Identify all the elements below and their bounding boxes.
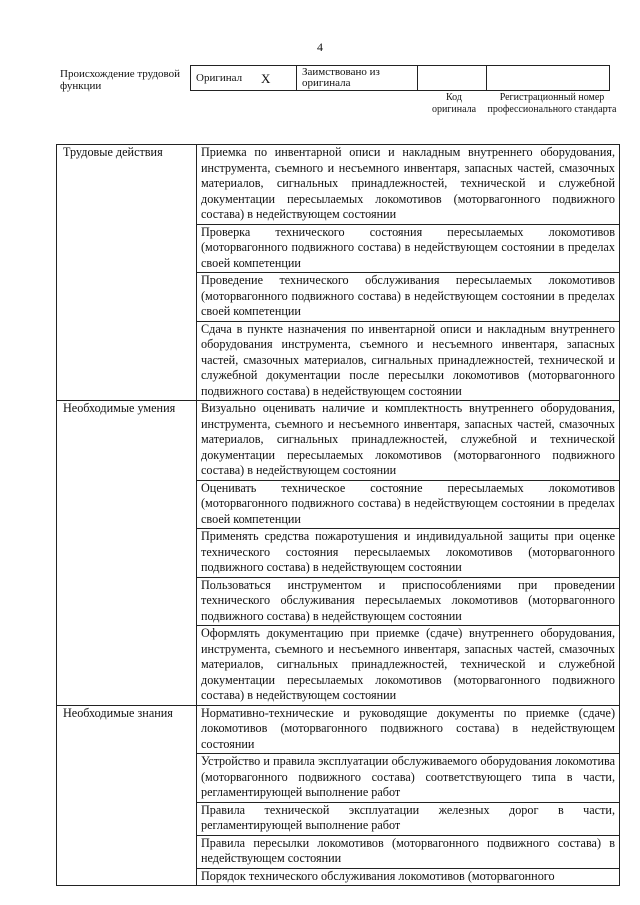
original-code-cell [418,66,487,91]
original-mark: X [256,66,297,91]
functions-table [56,144,620,886]
reg-number-cell [487,66,610,91]
table-cell: Применять средства пожаротушения и индивидуальной защиты при оценке технического состояния пересылаемых локомотивов (моторвагонного подвижного состава) в недействующем состоянии [197,529,620,578]
borrowed-label: Заимствовано из оригинала [297,66,418,91]
table-cell: Приемка по инвентарной описи и накладным внутреннего оборудования, инструмента, съемного и несъемного инвентаря, запасных частей, смазочных материалов, сигнальных принадлежностей, технической и служебной документации пересылаемых локомотивов (моторвагонного подвижного состава) в недействующем состоянии [197,145,620,225]
table-cell: Правила пересылки локомотивов (моторвагонного подвижного состава) в недействующем состоянии [197,835,620,868]
section-title-actions: Трудовые действия [57,145,197,401]
table-cell: Визуально оценивать наличие и комплектность внутреннего оборудования, инструмента, съемного и несъемного инвентаря, запасных частей, смазочных материалов, сигнальных принадлежностей, служебной и технической документации пересылаемых локомотивов (моторвагонного подвижного состава) в недействующем состоянии [197,401,620,481]
code-caption: Код оригинала [431,92,477,115]
origin-table [190,65,610,91]
table-cell: Сдача в пункте назначения по инвентарной описи и накладным внутреннего оборудования инструмента, съемного и несъемного инвентаря, запасных частей, смазочных материалов, сигнальных принадлежностей, технической и служебной документации после пересылки локомотивов (моторвагонного подвижного состава) в недействующем состоянии [197,321,620,401]
table-cell: Оценивать техническое состояние пересылаемых локомотивов (моторвагонного подвижного состава) в недействующем состоянии в пределах своей компетенции [197,480,620,529]
origin-label: Происхождение трудовой функции [60,68,181,92]
table-cell: Проведение технического обслуживания пересылаемых локомотивов (моторвагонного подвижного состава) в недействующем состоянии в пределах своей компетенции [197,273,620,322]
section-title-knowledge: Необходимые знания [57,705,197,886]
table-cell: Устройство и правила эксплуатации обслуживаемого оборудования локомотива (моторвагонного подвижного состава) соответствующего типа в части, регламентирующей выполнение работ [197,754,620,803]
table-cell: Правила технической эксплуатации железных дорог в части, регламентирующей выполнение работ [197,802,620,835]
table-cell: Пользоваться инструментом и приспособлениями при проведении технического обслуживания пересылаемых локомотивов (моторвагонного подвижного состава) в недействующем состоянии [197,577,620,626]
table-cell: Нормативно-технические и руководящие документы по приемке (сдаче) локомотивов (моторвагонного подвижного состава) в недействующем состоянии [197,705,620,754]
section-title-skills: Необходимые умения [57,401,197,706]
table-cell: Оформлять документацию при приемке (сдаче) внутреннего оборудования, инструмента, съемного и несъемного инвентаря, запасных частей, смазочных материалов, сигнальных принадлежностей, технической и служебной документации пересылаемых локомотивов (моторвагонного подвижного состава) в недействующем состоянии [197,626,620,706]
page-number: 4 [317,40,323,54]
table-cell: Порядок технического обслуживания локомотивов (моторвагонного [197,868,620,886]
table-cell: Проверка технического состояния пересылаемых локомотивов (моторвагонного подвижного состава) в недействующем состоянии в пределах своей компетенции [197,224,620,273]
table-row [57,705,620,754]
original-label: Оригинал [191,66,257,91]
table-row [57,145,620,225]
table-row [57,401,620,481]
reg-caption: Регистрационный номер профессионального стандарта [487,92,617,115]
